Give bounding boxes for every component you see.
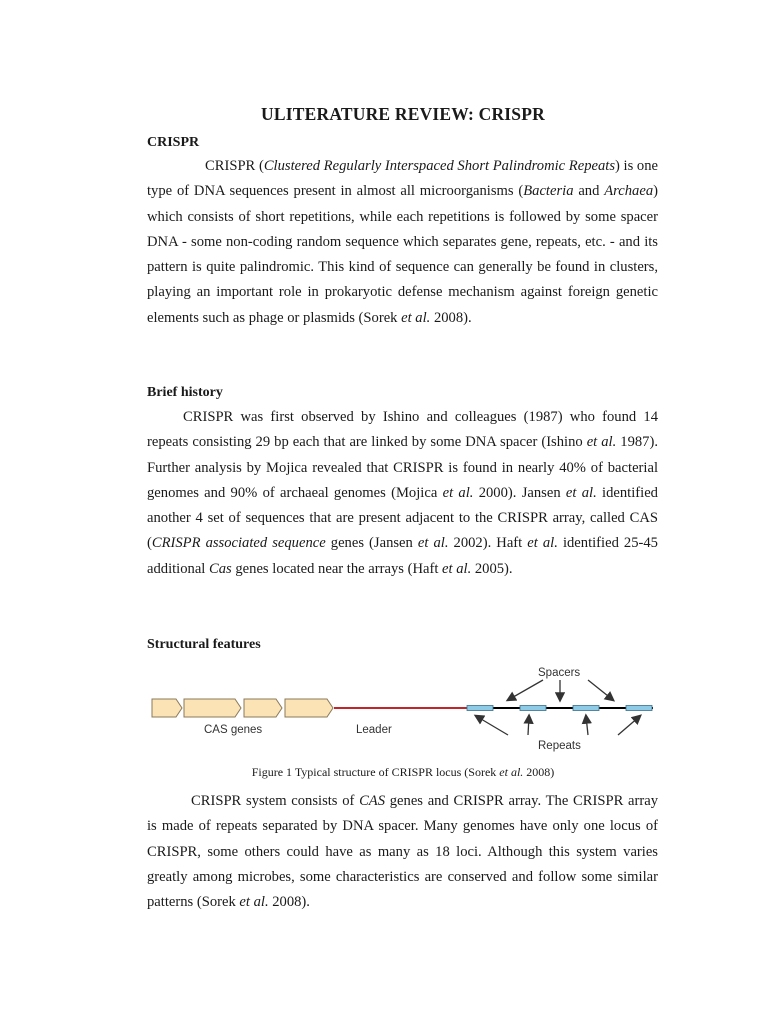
text-run: genes (Jansen [325, 535, 418, 552]
italic-run: et al. [565, 484, 597, 501]
italic-run: et al. [442, 484, 474, 501]
cas-genes-label: CAS genes [204, 724, 263, 736]
text-run: 2000). Jansen [473, 484, 566, 501]
italic-run: Cas [209, 560, 232, 577]
italic-run: Clustered Regularly Interspaced Short Palindromic Repeats [263, 158, 615, 174]
italic-run: et al. [527, 535, 558, 552]
text-run: identified another 4 set of sequences that are present adjacent to the CRISPR array, called CAS ( [147, 484, 658, 552]
text-run: genes and CRISPR array. The CRISPR array is made of repeats separated by DNA spacer. Many genomes have only one locus of CRISPR, some others could have as many as 18 loci. Although this system varies greatly among microbes, some characteristics are conserved and follow some similar patterns (Sorek [147, 793, 658, 911]
cas-gene-arrow-2 [184, 699, 241, 717]
italic-run: et al. [442, 560, 472, 577]
cas-gene-arrow-4 [285, 699, 333, 717]
repeat-arrow-3 [586, 716, 588, 735]
section-heading-structural: Structural features [147, 637, 261, 652]
text-run: 2008). [430, 309, 472, 326]
section-heading-history: Brief history [147, 385, 223, 400]
spacer-arrow-1 [508, 680, 543, 700]
leader-label: Leader [356, 724, 392, 736]
italic-run: et al. [401, 309, 431, 326]
repeat-box-3 [573, 706, 599, 711]
text-run: and [573, 183, 605, 200]
text-run: Figure 1 Typical structure of CRISPR locus (Sorek [251, 765, 500, 779]
text-run: 2008). [268, 894, 310, 911]
crispr-locus-figure [148, 660, 658, 760]
figure-caption [0, 765, 768, 780]
cas-gene-arrow-1 [152, 699, 182, 717]
repeats-label: Repeats [538, 740, 581, 752]
paragraph-crispr-intro [147, 154, 658, 331]
section-heading-crispr: CRISPR [147, 135, 200, 150]
text-run: ) which consists of short repetitions, while each repetitions is followed by some spacer DNA - some non-coding random sequence which separates gene, repeats, etc. - and its pattern is quite palindromic. This kind of sequence can generally be found in clusters, playing an important role in prokaryotic defense mechanism against foreign genetic elements such as phage or plasmids (Sorek [147, 183, 658, 326]
italic-run: CRISPR associated sequence [151, 535, 326, 552]
paragraph-structural [147, 789, 658, 915]
spacer-arrow-3 [588, 680, 613, 700]
text-run: ) is one type of DNA sequences present in almost all microorganisms ( [147, 158, 658, 200]
cas-gene-arrow-3 [244, 699, 282, 717]
repeat-arrow-1 [476, 716, 508, 735]
text-run: CRISPR ( [205, 158, 264, 174]
italic-run: et al. [586, 434, 617, 451]
text-run: 2008) [523, 765, 555, 779]
italic-run: Bacteria [523, 183, 574, 200]
repeat-arrow-2 [528, 716, 529, 735]
text-run: 1987). Further analysis by Mojica revealed that CRISPR is found in nearly 40% of bacterial genomes and 90% of archaeal genomes (Mojica [147, 434, 658, 501]
italic-run: Archaea [604, 183, 654, 200]
text-run: 2005). [471, 560, 513, 577]
text-run: CRISPR system consists of [191, 793, 360, 809]
paragraph-history [147, 405, 658, 582]
page-title: ULITERATURE REVIEW: CRISPR [261, 104, 545, 124]
italic-run: CAS [359, 793, 386, 809]
spacers-label: Spacers [538, 667, 581, 679]
repeat-arrow-4 [618, 716, 640, 735]
repeat-box-2 [520, 706, 546, 711]
repeat-box-4 [626, 706, 652, 711]
italic-run: et al. [499, 765, 524, 779]
repeat-box-1 [467, 706, 493, 711]
text-run: genes located near the arrays (Haft [231, 560, 443, 577]
text-run: 2002). Haft [448, 535, 528, 552]
italic-run: et al. [239, 894, 269, 911]
italic-run: et al. [417, 535, 449, 552]
text-run: identified 25-45 additional [147, 535, 658, 577]
text-run: CRISPR was first observed by Ishino and colleagues (1987) who found 14 repeats consisting 29 bp each that are linked by some DNA spacer (Ishino [147, 409, 658, 451]
